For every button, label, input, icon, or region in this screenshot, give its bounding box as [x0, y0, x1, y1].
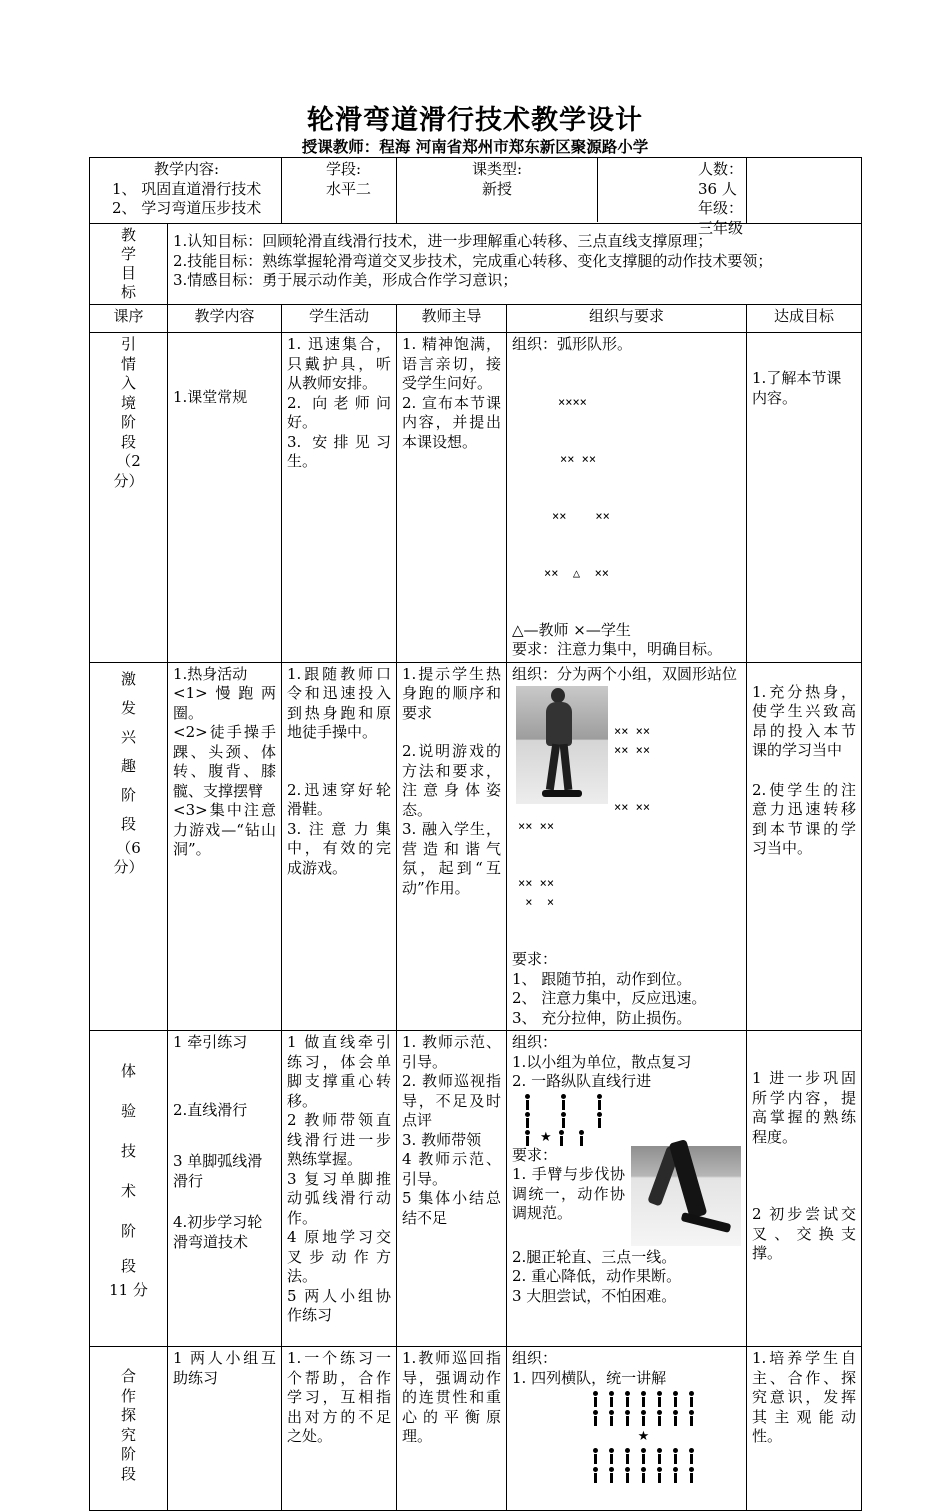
skating-legs-photo: [631, 1146, 741, 1246]
content-item: 1、 巩固直道滑行技术: [112, 179, 262, 198]
stage-value: 水平二: [326, 179, 372, 198]
teacher-cell: 1.提示学生热身跑的顺序和要求 2.说明游戏的方法和要求，注意身体姿态。 3. 融入学生，营造和谐气氛，起到“互动”作用。: [397, 662, 507, 1031]
organization-cell: 组织：分为两个小组，双圆形站位 ×× ×× ×× ×× ×× ×× ×× ×× ×× ×× × × 要求： 1、 跟随节拍，动作到位。 2、 注意力集中，反应迅速。 3、 充分拉伸，防止损伤。: [507, 662, 747, 1031]
student-count: 人数：36 人: [698, 160, 744, 198]
student-cell: 1.一个练习一个帮助，合作学习，互相指出对方的不足之处。: [282, 1347, 397, 1511]
goal-skill: 2.技能目标：熟练掌握轮滑弯道交叉步技术，完成重心转移、变化支撑腿的动作技术要领；: [173, 251, 773, 270]
header-blank: [747, 158, 862, 224]
organization-cell: 组织： 1. 四列横队，统一讲解 ★: [507, 1347, 747, 1511]
col-header: 组织与要求: [507, 305, 747, 333]
stage-label: 引 情 入 境 阶 段 （2 分）: [90, 333, 168, 663]
goals-label: 教 学 目 标: [90, 224, 168, 305]
organization-cell: 组织：弧形队形。 ×××× ×× ×× ×× ×× ×× △ ×× △—教师 ×—学生 要求：注意力集中，明确目标。: [507, 333, 747, 663]
stage-cell: [282, 158, 397, 224]
col-header: 达成目标: [747, 305, 862, 333]
stage-row-warmup: [90, 662, 862, 1031]
page-subtitle: 授课教师：程海 河南省郑州市郑东新区聚源路小学: [301, 137, 649, 156]
goals-content: [168, 224, 862, 305]
arc-formation: ×××× ×× ×× ×× ×× ×× △ ××: [544, 394, 610, 580]
double-circle-formation: ×× ×× ×× ×× ×× ×× ×× ×× ×× ×× × ×: [518, 724, 651, 909]
grade: 年级：三年级: [698, 199, 744, 237]
column-header-row: [90, 305, 862, 333]
type-value: 新授: [481, 179, 512, 198]
goal-cell: 1.培养学生自主、合作、探究意识，发挥其主观能动性。: [747, 1347, 862, 1511]
header-row: [90, 158, 862, 224]
goal-cell: 1.充分热身，使学生兴致高昂的投入本节课的学习当中 2.使学生的注意力迅速转移到本节课的学习当中。: [747, 662, 862, 1031]
content-cell: 1.课堂常规: [168, 333, 282, 663]
stage-label: 激 发 兴 趣 阶 段 （6 分）: [90, 662, 168, 1031]
student-cell: 1. 迅速集合，只戴护具，听从教师安排。 2. 向老师问好。 3. 安排见习生。: [282, 333, 397, 663]
organization-cell: 组织： 1.以小组为单位，散点复习 2. 一路纵队直线行进 ★ 要求： 1. 手臂与步伐协调统一，动作协调规范。 2.腿正轮直、三点一线。 2. 重心降低，动作果断。 3 大胆尝试，不怕困难。: [507, 1031, 747, 1347]
class-type-cell: [397, 158, 747, 237]
line-formation: ★: [512, 1390, 741, 1483]
page-title: 轮滑弯道滑行技术教学设计: [307, 105, 643, 136]
teacher-cell: 1.教师巡回指导，强调动作的连贯性和重心的平衡原理。: [397, 1347, 507, 1511]
goal-affective: 3.情感目标：勇于展示动作美，形成合作学习意识；: [173, 271, 518, 289]
lesson-plan-table: [89, 157, 862, 1511]
student-cell: 1.跟随教师口令和迅速投入到热身跑和原地徒手操中。 2.迅速穿好轮滑鞋。 3.注意力集中，有效的完成游戏。: [282, 662, 397, 1031]
column-formation: ★: [512, 1094, 741, 1146]
stage-label: 学段:: [326, 160, 362, 178]
stage-row-practice: [90, 1031, 862, 1347]
content-label: 教学内容:: [154, 160, 220, 178]
content-item: 2、 学习弯道压步技术: [112, 199, 262, 217]
student-cell: 1 做直线牵引练习，体会单脚支撑重心转移。 2 教师带领直线滑行进一步熟练掌握。 3 复习单脚推动弧线滑行动作。 4 原地学习交叉步动作方法。 5 两人小组协作练习: [282, 1031, 397, 1347]
teacher-cell: 1. 教师示范、引导。 2. 教师巡视指导，不足及时点评 3. 教师带领 4 教师示范、引导。 5 集体小结总结不足: [397, 1031, 507, 1347]
type-label: 课类型:: [471, 160, 523, 178]
legend: △—教师 ×—学生: [512, 620, 631, 639]
col-header: 课序: [90, 305, 168, 333]
goal-cognitive: 1.认知目标：回顾轮滑直线滑行技术，进一步理解重心转移、三点直线支撑原理；: [173, 232, 713, 250]
content-cell: 1 牵引练习 2.直线滑行 3 单脚弧线滑滑行 4.初步学习轮滑弯道技术: [168, 1031, 282, 1347]
col-header: 教师主导: [397, 305, 507, 333]
goal-cell: 1 进一步巩固所学内容，提高掌握的熟练程度。 2 初步尝试交叉、交换支撑。: [747, 1031, 862, 1347]
content-cell: 1.热身活动 <1>慢跑两圈。 <2>徒手操手踝、头颈、体转、腹背、膝髋、支撑摆臂 <3>集中注意力游戏—“钻山洞”。: [168, 662, 282, 1031]
stage-row-cooperation: [90, 1347, 862, 1511]
stage-label: 合 作 探 究 阶 段: [90, 1347, 168, 1511]
stage-row-intro: [90, 333, 862, 663]
skater-photo: [516, 686, 608, 804]
teacher-cell: 1. 精神饱满，语言亲切，接受学生问好。 2. 宣布本节课内容，并提出本课设想。: [397, 333, 507, 663]
stage-label: 体 验 技 术 阶 段 11 分: [90, 1031, 168, 1347]
goal-cell: 1.了解本节课内容。: [747, 333, 862, 663]
content-cell: 1 两人小组互助练习: [168, 1347, 282, 1511]
col-header: 学生活动: [282, 305, 397, 333]
teaching-content-cell: [90, 158, 282, 224]
col-header: 教学内容: [168, 305, 282, 333]
